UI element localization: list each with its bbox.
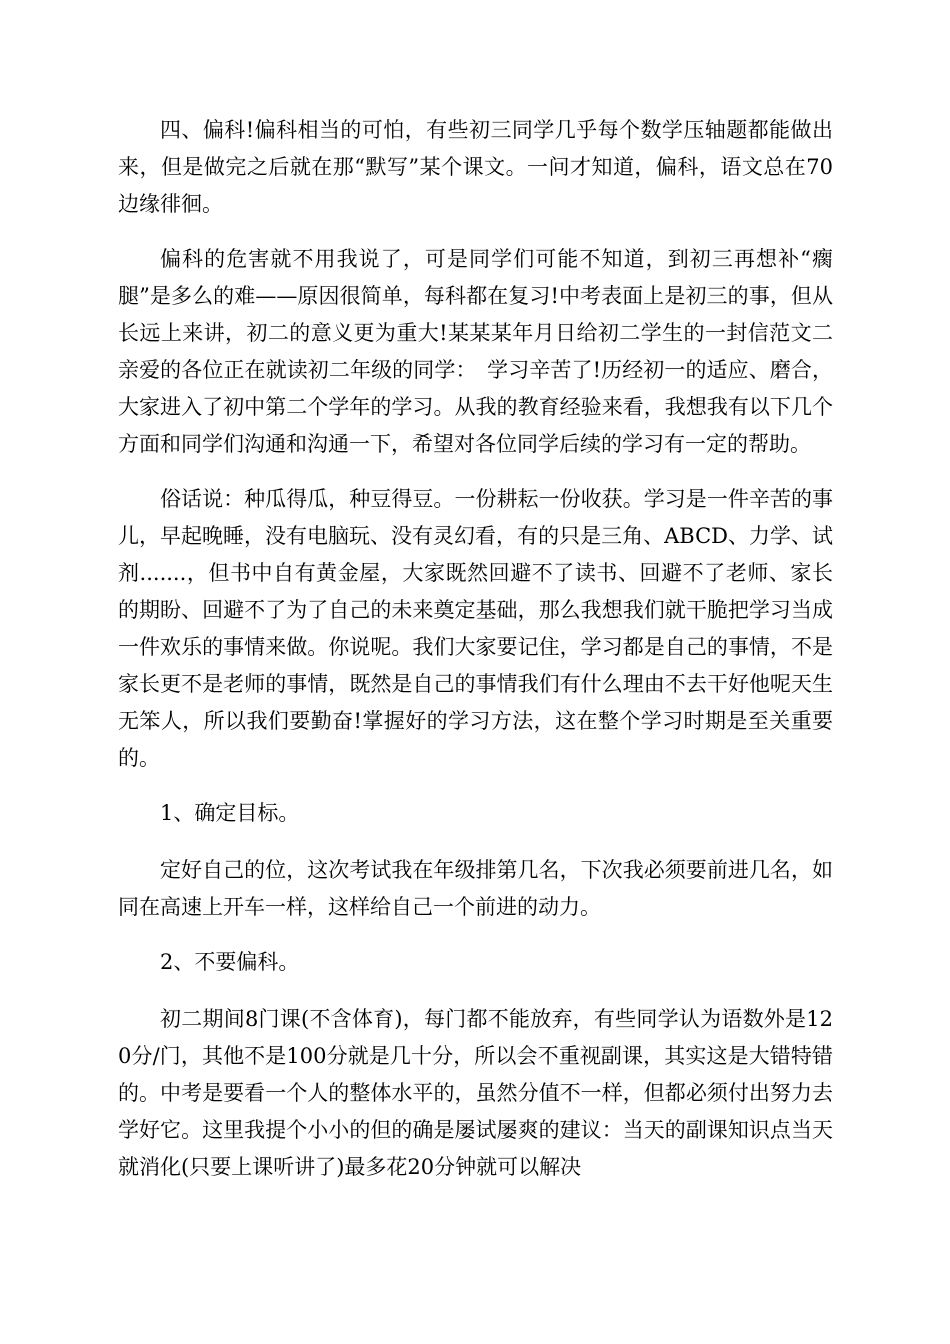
paragraph-4: 定好自己的位，这次考试我在年级排第几名，下次我必须要前进几名，如同在高速上开车一样，这样给自己一个前进的动力。: [118, 858, 833, 919]
paragraph-5: 初二期间8门课(不含体育)，每门都不能放弃，有些同学认为语数外是120分/门，其他不是100分就是几十分，所以会不重视副课，其实这是大错特错的。中考是要看一个人的整体水平的，虽然分值不一样，但都必须付出努力去学好它。这里我提个小小的但的确是屡试屡爽的建议：当天的副课知识点当天就消化(只要上课听讲了)最多花20分钟就可以解决: [118, 1007, 833, 1179]
document-body: [118, 112, 833, 1204]
paragraph-2: 偏科的危害就不用我说了，可是同学们可能不知道，到初三再想补“瘸腿”是多么的难——原因很简单，每科都在复习!中考表面上是初三的事，但从长远上来讲，初二的意义更为重大!某某某年月日给初二学生的一封信范文二亲爱的各位正在就读初二年级的同学： 学习辛苦了!历经初一的适应、磨合，大家进入了初中第二个学年的学习。从我的教育经验来看，我想我有以下几个方面和同学们沟通和沟通一下，希望对各位同学后续的学习有一定的帮助。: [118, 247, 833, 456]
paragraph-1: 四、偏科!偏科相当的可怕，有些初三同学几乎每个数学压轴题都能做出来，但是做完之后就在那“默写”某个课文。一问才知道，偏科，语文总在70边缘徘徊。: [118, 118, 833, 216]
section-heading-1: 1、确定目标。: [160, 801, 300, 825]
section-heading-2: 2、不要偏科。: [160, 950, 300, 974]
paragraph-3: 俗话说：种瓜得瓜，种豆得豆。一份耕耘一份收获。学习是一件辛苦的事儿，早起晚睡，没有电脑玩、没有灵幻看，有的只是三角、ABCD、力学、试剂.......，但书中自有黄金屋，大家既然回避不了读书、回避不了老师、家长的期盼、回避不了为了自己的未来奠定基础，那么我想我们就干脆把学习当成一件欢乐的事情来做。你说呢。我们大家要记住，学习都是自己的事情，不是家长更不是老师的事情，既然是自己的事情我们有什么理由不去干好他呢天生无笨人，所以我们要勤奋!掌握好的学习方法，这在整个学习时期是至关重要的。: [118, 487, 833, 770]
